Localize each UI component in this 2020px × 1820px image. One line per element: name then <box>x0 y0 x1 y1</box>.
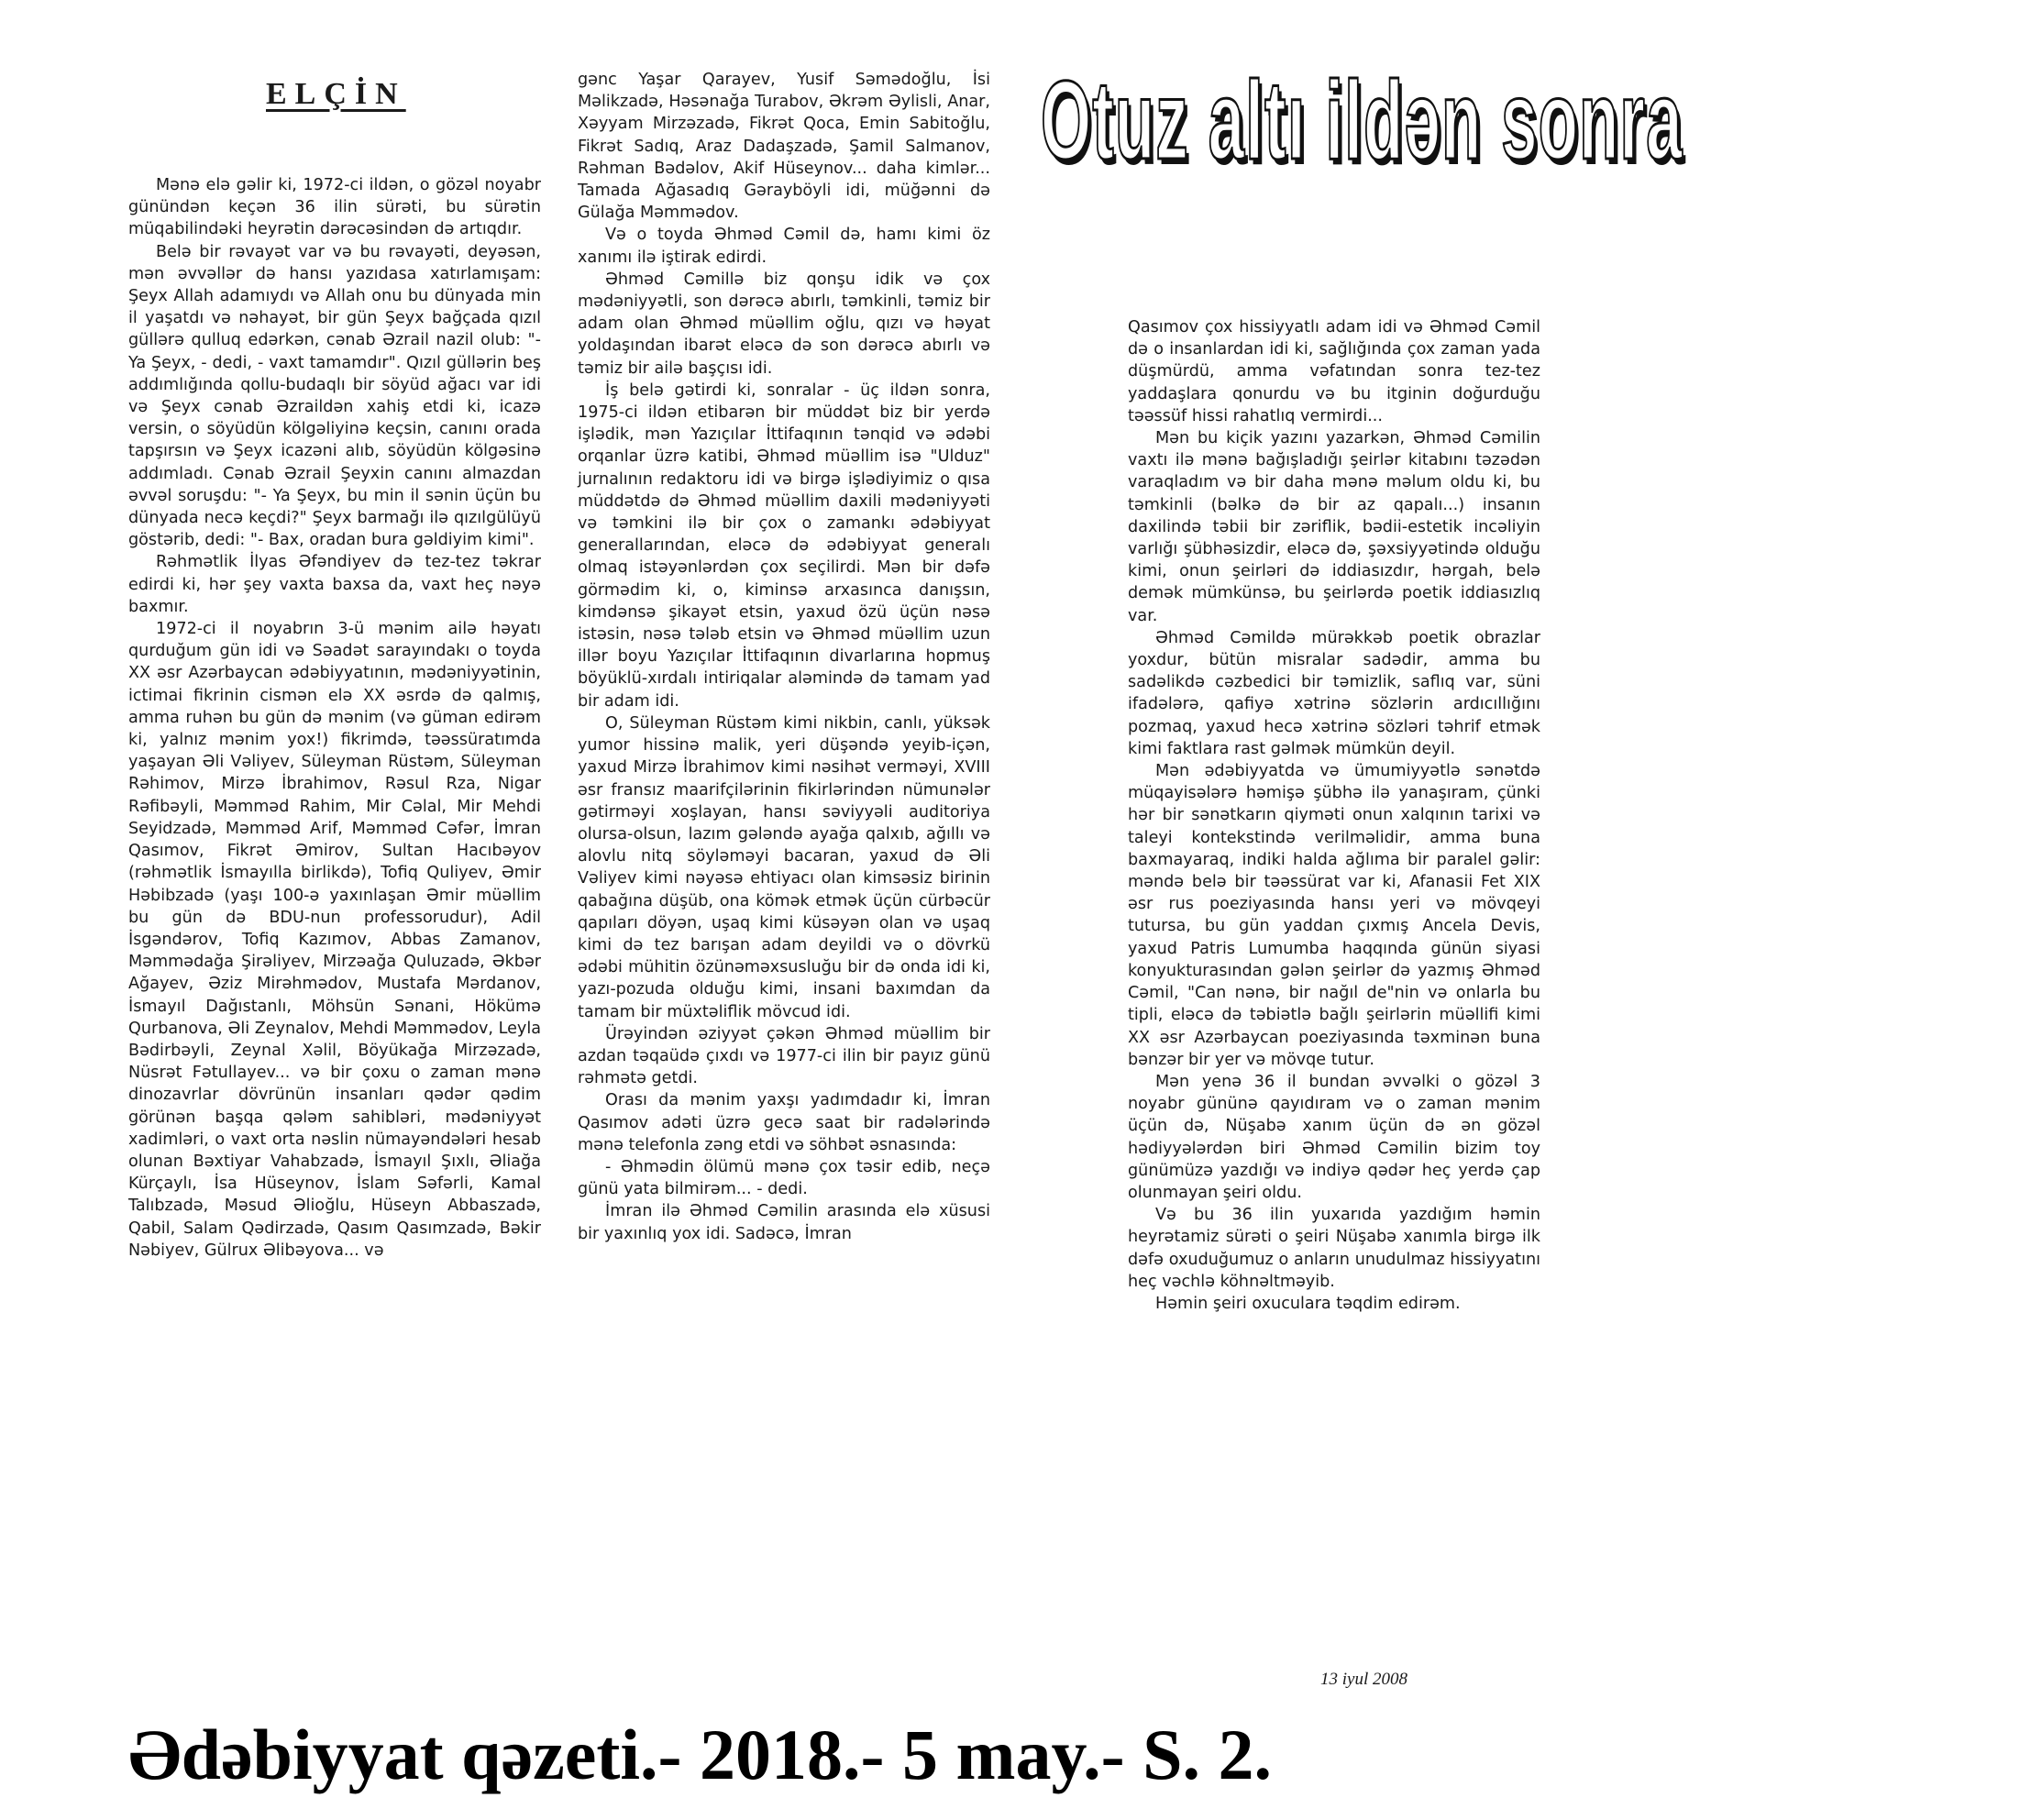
article-column-2 <box>578 69 990 1245</box>
paragraph: Belə bir rəvayət var və bu rəvayəti, deyəsən, mən əvvəllər də hansı yazıdasa xatırlamışam: Şeyx Allah adamıydı və Allah onu bu dünyada min il yaşatdı və nəhayət, bir gün Şeyx bağçada qızıl güllərə qulluq edərkən, cənab Əzrail nazil olub: "- Ya Şeyx, - dedi, - vaxt tamamdır". Qızıl güllərin beş addımlığında qollu-budaqlı bir söyüd ağacı var idi və Şeyx cənab Əzraildən xahiş etdi ki, icazə versin, o söyüdün kölgəliyinə keçsin, canını orada tapşırsın və Şeyx icazəni alıb, söyüdün kölgəsinə addımladı. Cənab Əzrail Şeyxin canını almazdan əvvəl soruşdu: "- Ya Şeyx, bu min il sənin üçün bu dünyada necə keçdi?" Şeyx barmağı ilə qızılgülüyü göstərib, dedi: "- Bax, oradan bura gəldiyim kimi". <box>128 242 541 550</box>
article-column-3 <box>1128 316 1540 1315</box>
paragraph: - Əhmədin ölümü mənə çox təsir edib, neçə günü yata bilmirəm... - dedi. <box>578 1157 990 1199</box>
article-date: 13 iyul 2008 <box>1320 1670 1407 1689</box>
paragraph: Ürəyindən əziyyət çəkən Əhməd müəllim bir azdan təqaüdə çıxdı və 1977-ci ilin bir payız günü rəhmətə getdi. <box>578 1024 990 1088</box>
paragraph: gənc Yaşar Qarayev, Yusif Səmədoğlu, İsi Məlikzadə, Həsənağa Turabov, Əkrəm Əylisli, Anar, Xəyyam Mirzəzadə, Fikrət Qoca, Emin Sabitoğlu, Fikrət Sadıq, Araz Dadaşzadə, Şamil Salmanov, Rəhman Bədəlov, Akif Hüseynov... daha kimlər... Tamada Ağasadıq Gərayböyli idi, müğənni də Gülağa Məmmədov. <box>578 71 990 223</box>
paragraph: Mən bu kiçik yazını yazarkən, Əhməd Cəmilin vaxtı ilə mənə bağışladığı şeirlər kitabını təzədən varaqladım və bir daha mənə məlum oldu ki, bu təmkinli (bəlkə də bir az qapalı...) insanın daxilində təbii bir zəriflik, bədii-estetik incəliyin varlığı şübhəsizdir, eləcə də, şəxsiyyətində olduğu kimi, onun şeirləri də iddiasızdır, hərgah, belə demək mümkünsə, bu şeirlərdə poetik iddiasızlıq var. <box>1128 429 1540 625</box>
article-column-1 <box>128 174 541 1262</box>
paragraph: Və o toyda Əhməd Cəmil də, hamı kimi öz xanımı ilə iştirak edirdi. <box>578 226 990 267</box>
paragraph: Mən yenə 36 il bundan əvvəlki o gözəl 3 noyabr gününə qayıdıram və o zaman mənim üçün də, Nüşabə xanım üçün də ən gözəl hədiyyələrdən biri Əhməd Cəmilin bizim toy günümüzə yazdığı və indiyə qədər heç yerdə çap olunmayan şeiri oldu. <box>1128 1072 1540 1202</box>
paragraph: O, Süleyman Rüstəm kimi nikbin, canlı, yüksək yumor hissinə malik, yeri düşəndə yeyib-içən, yaxud Mirzə İbrahimov kimi nəsihət verməyi, XVIII əsr fransız maarifçilərinin fikirlərindən nümunələr gətirməyi xoşlayan, hansı səviyyəli auditoriya olursa-olsun, lazım gələndə ayağa qalxıb, ağıllı və alovlu nitq söyləməyi bacaran, yaxud də Əli Vəliyev kimi nəyəsə ehtiyacı olan kimsəsiz birinin qabağına düşüb, ona kömək etmək üçün cürbəcür qapıları döyən, uşaq kimi küsəyən olan və uşaq kimi də tez barışan adam deyildi və o dövrkü ədəbi mühitin özünəməxsusluğu bir də onda idi ki, yazı-pozuda olduğu kimi, insani baxımdan da tamam bir müxtəliflik mövcud idi. <box>578 713 990 1021</box>
article-headline: Otuz altı ildən sonra <box>1041 58 1683 182</box>
paragraph: Rəhmətlik İlyas Əfəndiyev də tez-tez təkrar edirdi ki, hər şey vaxta baxsa da, vaxt heç nəyə baxmır. <box>128 553 541 616</box>
paragraph: İş belə gətirdi ki, sonralar - üç ildən sonra, 1975-ci ildən etibarən bir müddət biz bir yerdə işlədik, mən Yazıçılar İttifaqının tənqid və ədəbi orqanlar üzrə katibi, Əhməd müəllim isə "Ulduz" jurnalının redaktoru idi və birgə işlədiyimiz o qısa müddətdə də Əhməd müəllim daxili mədəniyyəti və təmkini ilə bir çox o zamankı ədəbiyyat generallarından, eləcə də ədəbiyyat generalı olmaq istəyənlərdən çox seçilirdi. Mən bir dəfə görmədim ki, o, kiminsə arxasınca danışsın, kimdənsə şikayət etsin, yaxud özü üçün nəsə istəsin, nəsə tələb etsin və Əhməd müəllim uzun illər boyu Yazıçılar İttifaqının divarlarına hopmuş böyüklü-xırdalı intiriqalar aləmində də tamam yad bir adam idi. <box>578 381 990 711</box>
paragraph: 1972-ci il noyabrın 3-ü mənim ailə həyatı qurduğum gün idi və Səadət sarayındakı o toyda XX əsr Azərbaycan ədəbiyyatının, mədəniyyətinin, ictimai fikrinin cismən elə XX əsrdə də qalmış, amma ruhən bu gün də mənim (və güman edirəm ki, yalnız mənim yox!) fikrimdə, təəssüratımda yaşayan Əli Vəliyev, Süleyman Rüstəm, Süleyman Rəhimov, Mirzə İbrahimov, Rəsul Rza, Nigar Rəfibəyli, Məmməd Rahim, Mir Cəlal, Mir Mehdi Seyidzadə, Məmməd Arif, Məmməd Cəfər, İmran Qasımov, Fikrət Əmirov, Sultan Hacıbəyov (rəhmətlik İsmayılla birlikdə), Tofiq Quliyev, Əmir Həbibzadə (yaşı 100-ə yaxınlaşan Əmir müəllim bu gün də BDU-nun professorudur), Adil İsgəndərov, Tofiq Kazımov, Abbas Zamanov, Məmmədağa Şirəliyev, Mirzəağa Quluzadə, Əkbər Ağayev, Əziz Mirəhmədov, Mustafa Mərdanov, İsmayıl Dağıstanlı, Möhsün Sənani, Hökümə Qurbanova, Əli Zeynalov, Mehdi Məmmədov, Leyla Bədirbəyli, Zeynal Xəlil, Böyükağa Mirzəzadə, Nüsrət Fətullayev... və bir çoxu o zaman mənə dinozavrlar dövrünün insanları qədər qədim görünən başqa qələm sahibləri, mədəniyyət xadimləri, o vaxt orta nəslin nümayəndələri hesab olunan Bəxtiyar Vahabzadə, İsmayıl Şıxlı, Əliağa Kürçaylı, İsa Hüseynov, İslam Səfərli, Kamal Talıbzadə, Məsud Əlioğlu, Hüseyn Abbaszadə, Qabil, Salam Qədirzadə, Qasım Qasımzadə, Bəkir Nəbiyev, Gülrux Əlibəyova... və <box>128 620 541 1260</box>
source-citation: Ədəbiyyat qəzeti.- 2018.- 5 may.- S. 2. <box>128 1715 1273 1794</box>
paragraph: Əhməd Cəmillə biz qonşu idik və çox mədəniyyətli, son dərəcə abırlı, təmkinli, təmiz bir adam olan Əhməd müəllim oğlu, qızı və həyat yoldaşından ibarət eləcə də son dərəcə abırlı və təmiz bir ailə başçısı idi. <box>578 270 990 378</box>
paragraph: Mənə elə gəlir ki, 1972-ci ildən, o gözəl noyabr günündən keçən 36 ilin sürəti, bu sürətin müqabilindəki heyrətin dərəcəsindən də artıqdır. <box>128 176 541 239</box>
paragraph: İmran ilə Əhməd Cəmilin arasında elə xüsusi bir yaxınlıq yox idi. Sadəcə, İmran <box>578 1202 990 1243</box>
article-author: ELÇİN <box>266 77 406 111</box>
paragraph: Və bu 36 ilin yuxarıda yazdığım həmin heyrətamiz sürəti o şeiri Nüşabə xanımla birgə ilk dəfə oxuduğumuz o anların unudulmaz hissiyyatını heç vəchlə köhnəltməyib. <box>1128 1206 1540 1291</box>
paragraph: Qasımov çox hissiyyatlı adam idi və Əhməd Cəmil də o insanlardan idi ki, sağlığında çox zaman yada düşmürdü, amma vəfatından sonra tez-tez yaddaşlara qonurdu və bu itginin doğurduğu təəssüf hissi rahatlıq vermirdi... <box>1128 318 1540 425</box>
paragraph: Həmin şeiri oxuculara təqdim edirəm. <box>1155 1294 1461 1313</box>
paragraph: Mən ədəbiyyatda və ümumiyyətlə sənətdə müqayisələrə həmişə şübhə ilə yanaşıram, çünki hər bir sənətkarın qiyməti onun xalqının tarixi və taleyi kontekstində verilməlidir, amma buna baxmayaraq, indiki halda ağlıma bir paralel gəlir: məndə belə bir təəssürat var ki, Afanasii Fet XIX əsr rus poeziyasında hansı yeri və mövqeyi tutursa, bu gün yaddan çıxmış Ancela Devis, yaxud Patris Lumumba haqqında günün siyasi konyukturasından gələn şeirlər də yazmış Əhməd Cəmil, "Can nənə, bir nağıl de"nin və onlarla bu tipli, eləcə də təbiətlə bağlı şeirlərin müəllifi kimi XX əsr Azərbaycan poeziyasında təxminən buna bənzər bir yer və mövqe tutur. <box>1128 762 1540 1069</box>
paragraph: Əhməd Cəmildə mürəkkəb poetik obrazlar yoxdur, bütün misralar sadədir, amma bu sadəlikdə cəzbedici bir təmizlik, saflıq var, süni ifadələrə, qafiyə xətrinə sözlərin ardıcıllığını pozmaq, yaxud hecə xətrinə sözləri təhrif etmək kimi faktlara rast gəlmək mümkün deyil. <box>1128 628 1540 758</box>
paragraph: Orası da mənim yaxşı yadımdadır ki, İmran Qasımov adəti üzrə gecə saat bir radələrində mənə telefonla zəng etdi və söhbət əsnasında: <box>578 1091 990 1154</box>
